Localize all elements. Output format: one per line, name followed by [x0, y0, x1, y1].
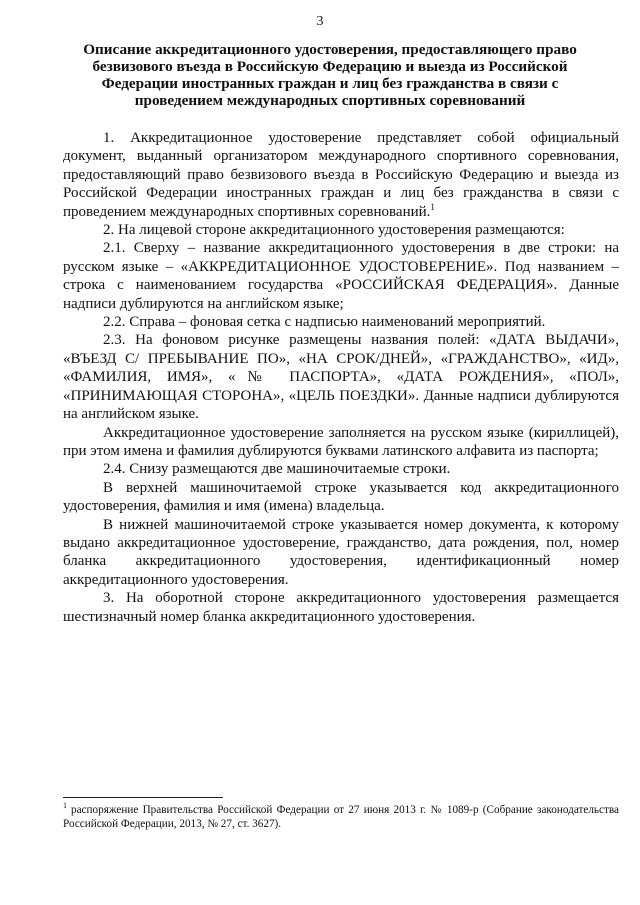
document-title: Описание аккредитационного удостоверения, предоставляющего право безвизового въезда в Российскую Федерацию и выезда из Российской Федерации иностранных граждан и лиц без гражданства в связи с проведением международных спортивных соревнований — [83, 41, 577, 109]
paragraph-2-3: 2.3. На фоновом рисунке размещены названия полей: «ДАТА ВЫДАЧИ», «ВЪЕЗД С/ ПРЕБЫВАНИЕ ПО», «НА СРОК/ДНЕЙ», «ГРАЖДАНСТВО», «ИД», «ФАМИЛИЯ, ИМЯ», «№ ПАСПОРТА», «ДАТА РОЖДЕНИЯ», «ПОЛ», «ПРИНИМАЮЩАЯ СТОРОНА», «ЦЕЛЬ ПОЕЗДКИ». Данные надписи дублируются на английском языке. — [63, 332, 619, 423]
paragraph-fill-language: Аккредитационное удостоверение заполняется на русском языке (кириллицей), при этом имена и фамилия дублируются буквами латинского алфавита из паспорта; — [63, 424, 619, 459]
paragraph-1 — [63, 129, 619, 221]
paragraph-2-2: 2.2. Справа – фоновая сетка с надписью наименований мероприятий. — [103, 314, 546, 331]
paragraph-2-4: 2.4. Снизу размещаются две машиночитаемые строки. — [103, 461, 451, 478]
footnote-text: распоряжение Правительства Российской Федерации от 27 июня 2013 г. № 1089-р (Собрание законодательства Российской Федерации, 2013, № 27, ст. 3627). — [63, 804, 619, 830]
page-number: 3 — [316, 14, 324, 29]
paragraph-3: 3. На оборотной стороне аккредитационного удостоверения размещается шестизначный номер бланка аккредитационного удостоверения. — [63, 590, 619, 625]
paragraph-2-1: 2.1. Сверху – название аккредитационного удостоверения в две строки: на русском языке – «АККРЕДИТАЦИОННОЕ УДОСТОВЕРЕНИЕ». Под названием – строка с наименованием государства «РОССИЙСКАЯ ФЕДЕРАЦИЯ». Данные надписи дублируются на английском языке; — [63, 240, 619, 312]
paragraph-lower-mrz: В нижней машиночитаемой строке указывается номер документа, к которому выдано аккредитационное удостоверение, гражданство, дата рождения, пол, номер бланка аккредитационного удостоверения, идентификационный номер аккредитационного удостоверения. — [63, 516, 619, 588]
paragraph-1-text: 1. Аккредитационное удостоверение представляет собой официальный документ, выданный организатором международного спортивного соревнования, предоставляющий право безвизового въезда в Российскую Федерацию и выезда из Российской Федерации иностранных граждан и лиц без гражданства в связи с проведением международных спортивных соревнований. — [63, 130, 619, 220]
footnote-divider — [63, 797, 223, 798]
paragraph-2: 2. На лицевой стороне аккредитационного удостоверения размещаются: — [103, 222, 565, 239]
footnote-mark: 1 — [63, 801, 67, 811]
paragraph-upper-mrz: В верхней машиночитаемой строке указывается код аккредитационного удостоверения, фамилия и имя (имена) владельца. — [63, 479, 619, 515]
document-body — [63, 129, 619, 626]
footnote — [63, 803, 619, 831]
footnote-reference: 1 — [430, 201, 435, 212]
